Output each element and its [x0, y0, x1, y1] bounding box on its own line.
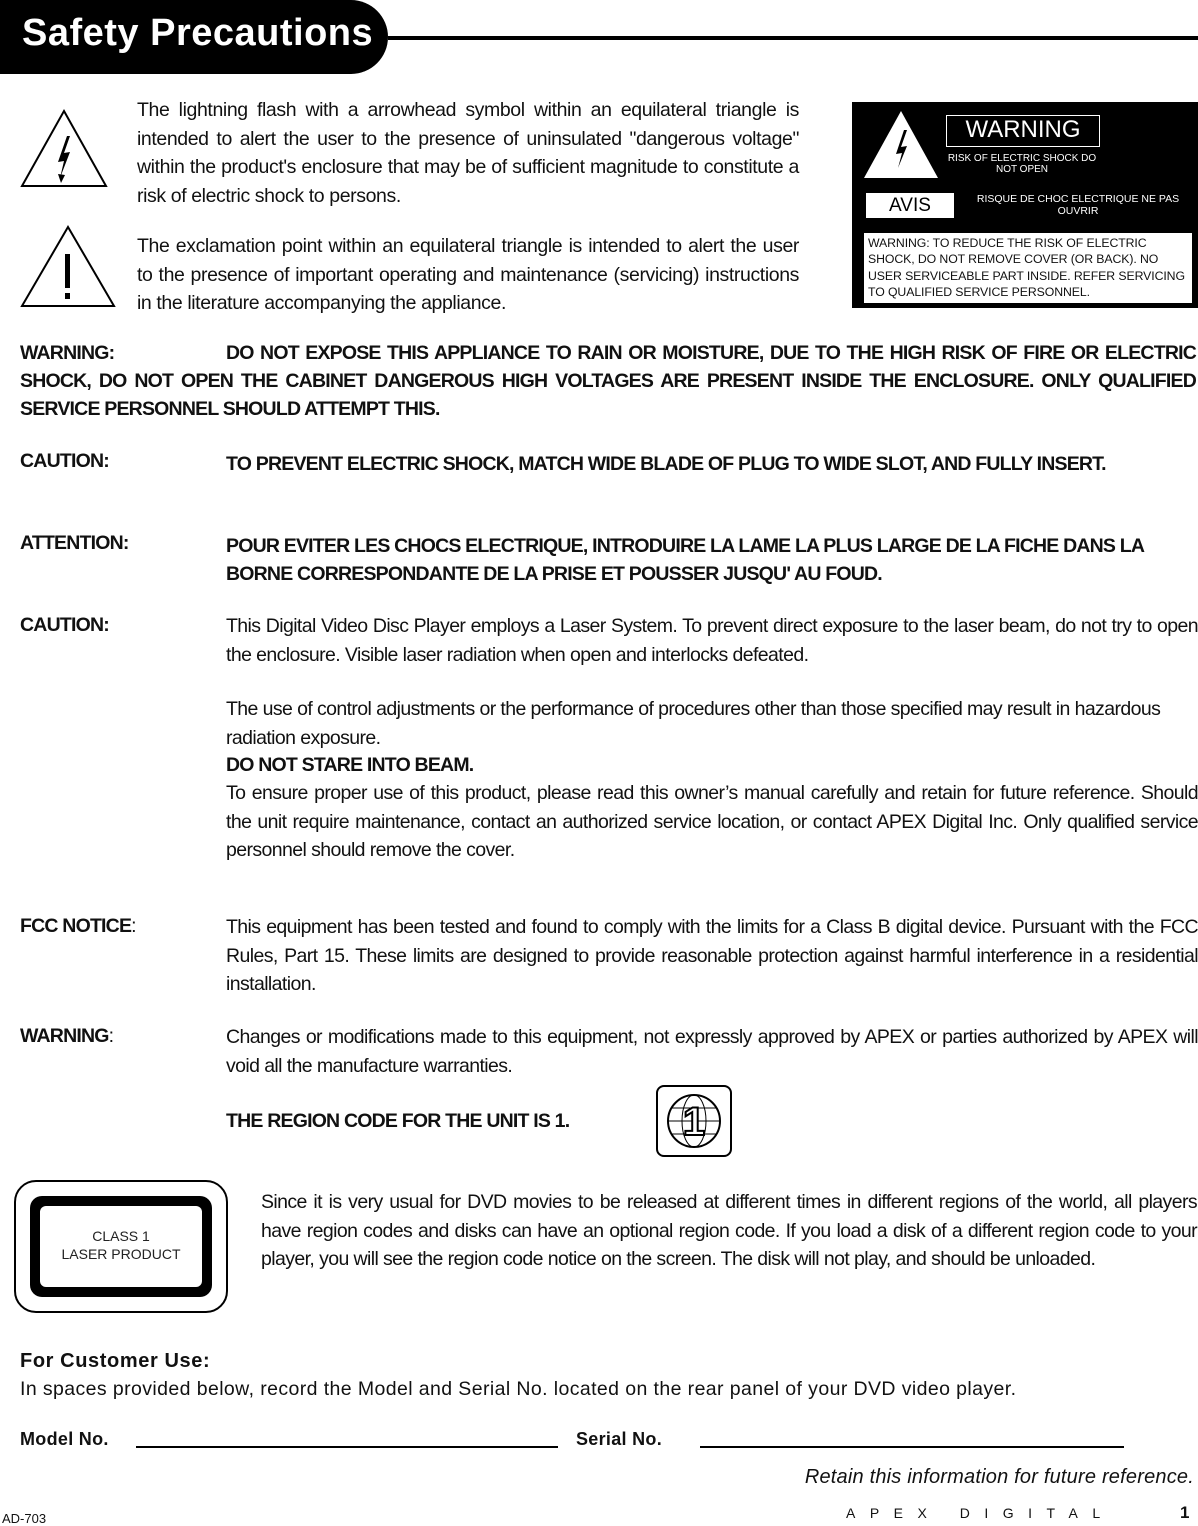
- do-not-stare-text: DO NOT STARE INTO BEAM.: [226, 754, 474, 776]
- lightning-warning-icon: [20, 108, 108, 188]
- model-number-label: Model No.: [20, 1429, 109, 1449]
- customer-use-title: For Customer Use:: [20, 1350, 211, 1372]
- model-code: AD-703: [2, 1511, 47, 1526]
- retain-note: Retain this information for future reference.: [804, 1466, 1194, 1488]
- fcc-label: FCC NOTICE:: [20, 915, 136, 937]
- caution-laser-label: CAUTION:: [20, 614, 109, 636]
- caution-plug-text: TO PREVENT ELECTRIC SHOCK, MATCH WIDE BLADE OF PLUG TO WIDE SLOT, AND FULLY INSERT.: [226, 453, 1106, 475]
- customer-use-instruction: In spaces provided below, record the Model and Serial No. located on the rear panel of your DVD video player.: [20, 1378, 1017, 1400]
- warning-risk-text: RISK OF ELECTRIC SHOCK DO NOT OPEN: [947, 153, 1097, 175]
- warning-modifications-text: Changes or modifications made to this equipment, not expressly approved by APEX or parties authorized by APEX will void all the manufacture warranties.: [226, 1026, 1198, 1077]
- attention-text: POUR EVITER LES CHOCS ELECTRIQUE, INTRODUIRE LA LAME LA PLUS LARGE DE LA FICHE DANS LA BORNE CORRESPONDANTE DE LA PRISE ET POUSSER JUSQU' AU FOUD.: [226, 535, 1144, 585]
- brand-name: APEX DIGITAL: [846, 1505, 1115, 1521]
- lightning-label-icon: [862, 108, 940, 180]
- header-rule: [388, 36, 1198, 40]
- region-code-number: 1: [682, 1100, 706, 1144]
- warning-notice: [20, 339, 1196, 423]
- serial-number-field[interactable]: [700, 1446, 1124, 1448]
- warning-badge: WARNING: [946, 115, 1100, 147]
- warning-box-text: WARNING: TO REDUCE THE RISK OF ELECTRIC SHOCK, DO NOT REMOVE COVER (OR BACK). NO USER SERVICEABLE PART INSIDE. REFER SERVICING TO QUALIFIED SERVICE PERSONNEL.: [868, 236, 1185, 299]
- avis-badge: AVIS: [866, 193, 954, 218]
- laser-class: CLASS 1: [92, 1228, 150, 1244]
- page-number: 1: [1180, 1503, 1190, 1522]
- caution-label: CAUTION:: [20, 450, 109, 472]
- warning-modifications-label: WARNING:: [20, 1025, 114, 1047]
- caution-controls-text: The use of control adjustments or the performance of procedures other than those specified may result in hazardous radiation exposure.: [226, 698, 1161, 749]
- laser-label-text: [40, 1227, 202, 1263]
- warning-notice-text: DO NOT EXPOSE THIS APPLIANCE TO RAIN OR MOISTURE, DUE TO THE HIGH RISK OF FIRE OR ELECTRIC SHOCK, DO NOT OPEN THE CABINET DANGEROUS HIGH VOLTAGES ARE PRESENT INSIDE THE ENCLOSURE. ONLY QUALIFIED SERVICE PERSONNEL SHOULD ATTEMPT THIS.: [20, 342, 1196, 420]
- caution-laser-text: This Digital Video Disc Player employs a Laser System. To prevent direct exposure to the laser beam, do not try to open the enclosure. Visible laser radiation when open and interlocks defeated.: [226, 615, 1198, 666]
- laser-product: LASER PRODUCT: [61, 1246, 181, 1262]
- region-code-explanation: Since it is very usual for DVD movies to be released at different times in different regions of the world, all players have region codes and disks can have an optional region code. If you load a disk of a different region code to your player, you will see the region code notice on the screen. The disk will not play, and should be unloaded.: [261, 1191, 1197, 1270]
- fcc-text: This equipment has been tested and found to comply with the limits for a Class B digital device. Pursuant with the FCC Rules, Part 15. These limits are designed to provide reasonable protection against harmful interference in a residential installation.: [226, 916, 1198, 995]
- model-number-field[interactable]: [136, 1446, 558, 1448]
- exclamation-symbol-description: The exclamation point within an equilateral triangle is intended to alert the user to the presence of important operating and maintenance (servicing) instructions in the literature accompanying the appliance.: [137, 235, 799, 314]
- avis-risk-text: RISQUE DE CHOC ELECTRIQUE NE PAS OUVRIR: [976, 193, 1180, 217]
- manual-reference-text: To ensure proper use of this product, please read this owner’s manual carefully and retain for future reference. Should the unit require maintenance, contact an authorized service location, or contact APEX Digital Inc. Only qualified service personnel should remove the cover.: [226, 782, 1198, 861]
- page-title: Safety Precautions: [22, 12, 374, 54]
- attention-label: ATTENTION:: [20, 532, 129, 554]
- exclamation-warning-icon: [20, 224, 116, 308]
- serial-number-label: Serial No.: [576, 1429, 663, 1449]
- region-code-statement: THE REGION CODE FOR THE UNIT IS 1.: [226, 1110, 570, 1132]
- lightning-symbol-description: The lightning flash with a arrowhead symbol within an equilateral triangle is intended to alert the user to the presence of uninsulated "dangerous voltage" within the product's enclosure that may be of sufficient magnitude to constitute a risk of electric shock to persons.: [137, 99, 799, 207]
- globe-icon: [664, 1092, 724, 1150]
- warning-label-text: WARNING:: [20, 342, 115, 364]
